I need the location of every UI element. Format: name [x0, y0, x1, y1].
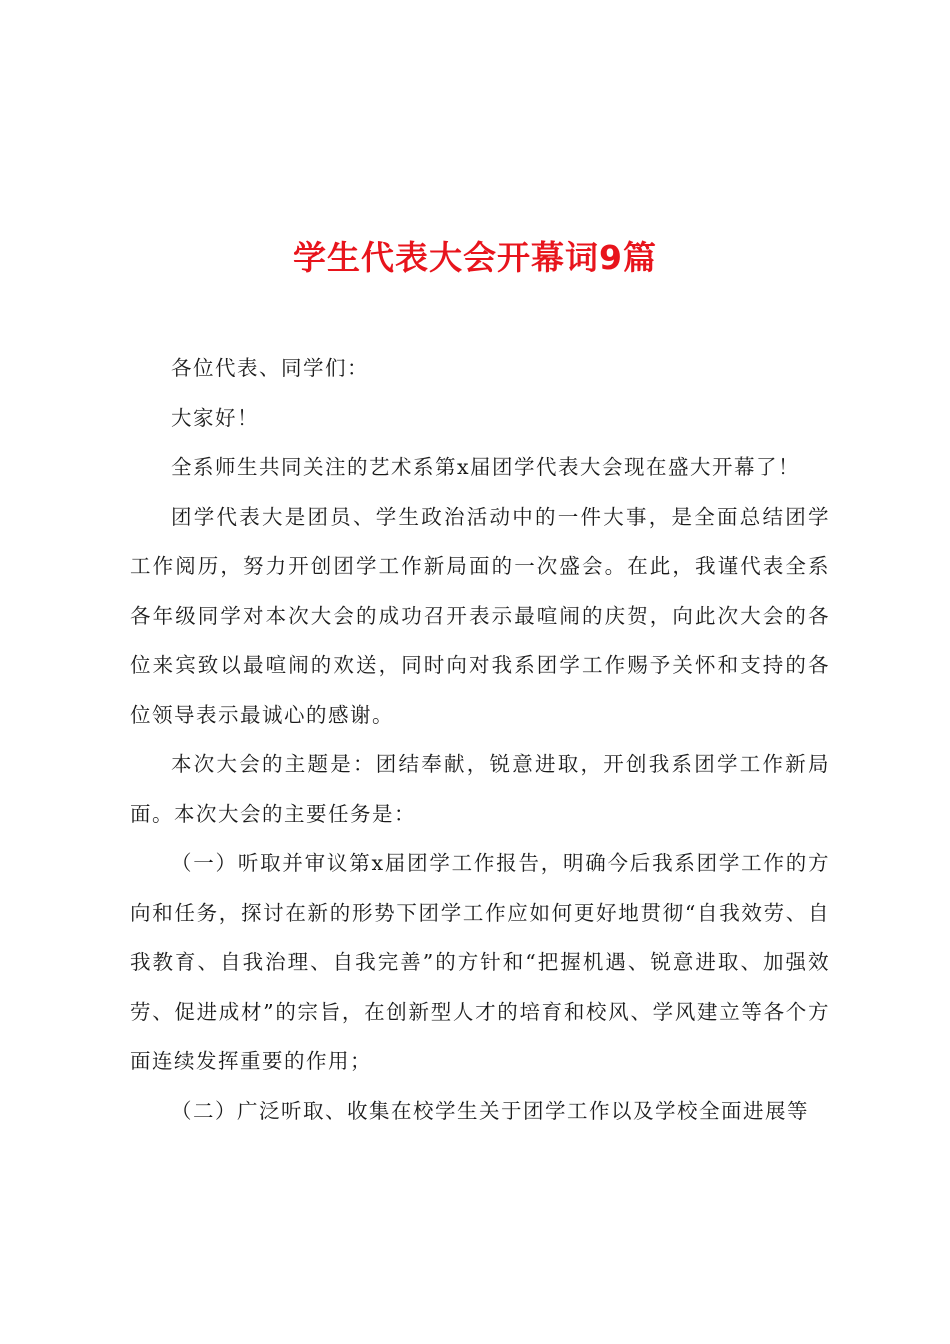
document-body: [130, 344, 830, 1136]
paragraph-task-one: （一）听取并审议第x届团学工作报告，明确今后我系团学工作的方向和任务，探讨在新的形势下团学工作应如何更好地贯彻“自我效劳、自我教育、自我治理、自我完善”的方针和“把握机遇、锐意进取、加强效劳、促进成材”的宗旨，在创新型人才的培育和校风、学风建立等各个方面连续发挥重要的作用；: [130, 851, 830, 1073]
paragraph-theme: 本次大会的主题是：团结奉献，锐意进取，开创我系团学工作新局面。本次大会的主要任务是：: [130, 752, 830, 826]
paragraph-task-two: （二）广泛听取、收集在校学生关于团学工作以及学校全面进展等: [171, 1098, 809, 1123]
paragraph-greeting: 大家好！: [171, 405, 259, 430]
document-title: 学生代表大会开幕词9篇: [293, 238, 657, 278]
paragraph-significance: 团学代表大是团员、学生政治活动中的一件大事，是全面总结团学工作阅历，努力开创团学工作新局面的一次盛会。在此，我谨代表全系各年级同学对本次大会的成功召开表示最喧闹的庆贺，向此次大会的各位来宾致以最喧闹的欢送，同时向对我系团学工作赐予关怀和支持的各位领导表示最诚心的感谢。: [130, 504, 830, 727]
paragraph-opening: 全系师生共同关注的艺术系第x届团学代表大会现在盛大开幕了！: [171, 455, 801, 479]
paragraph-salutation: 各位代表、同学们：: [171, 356, 369, 380]
